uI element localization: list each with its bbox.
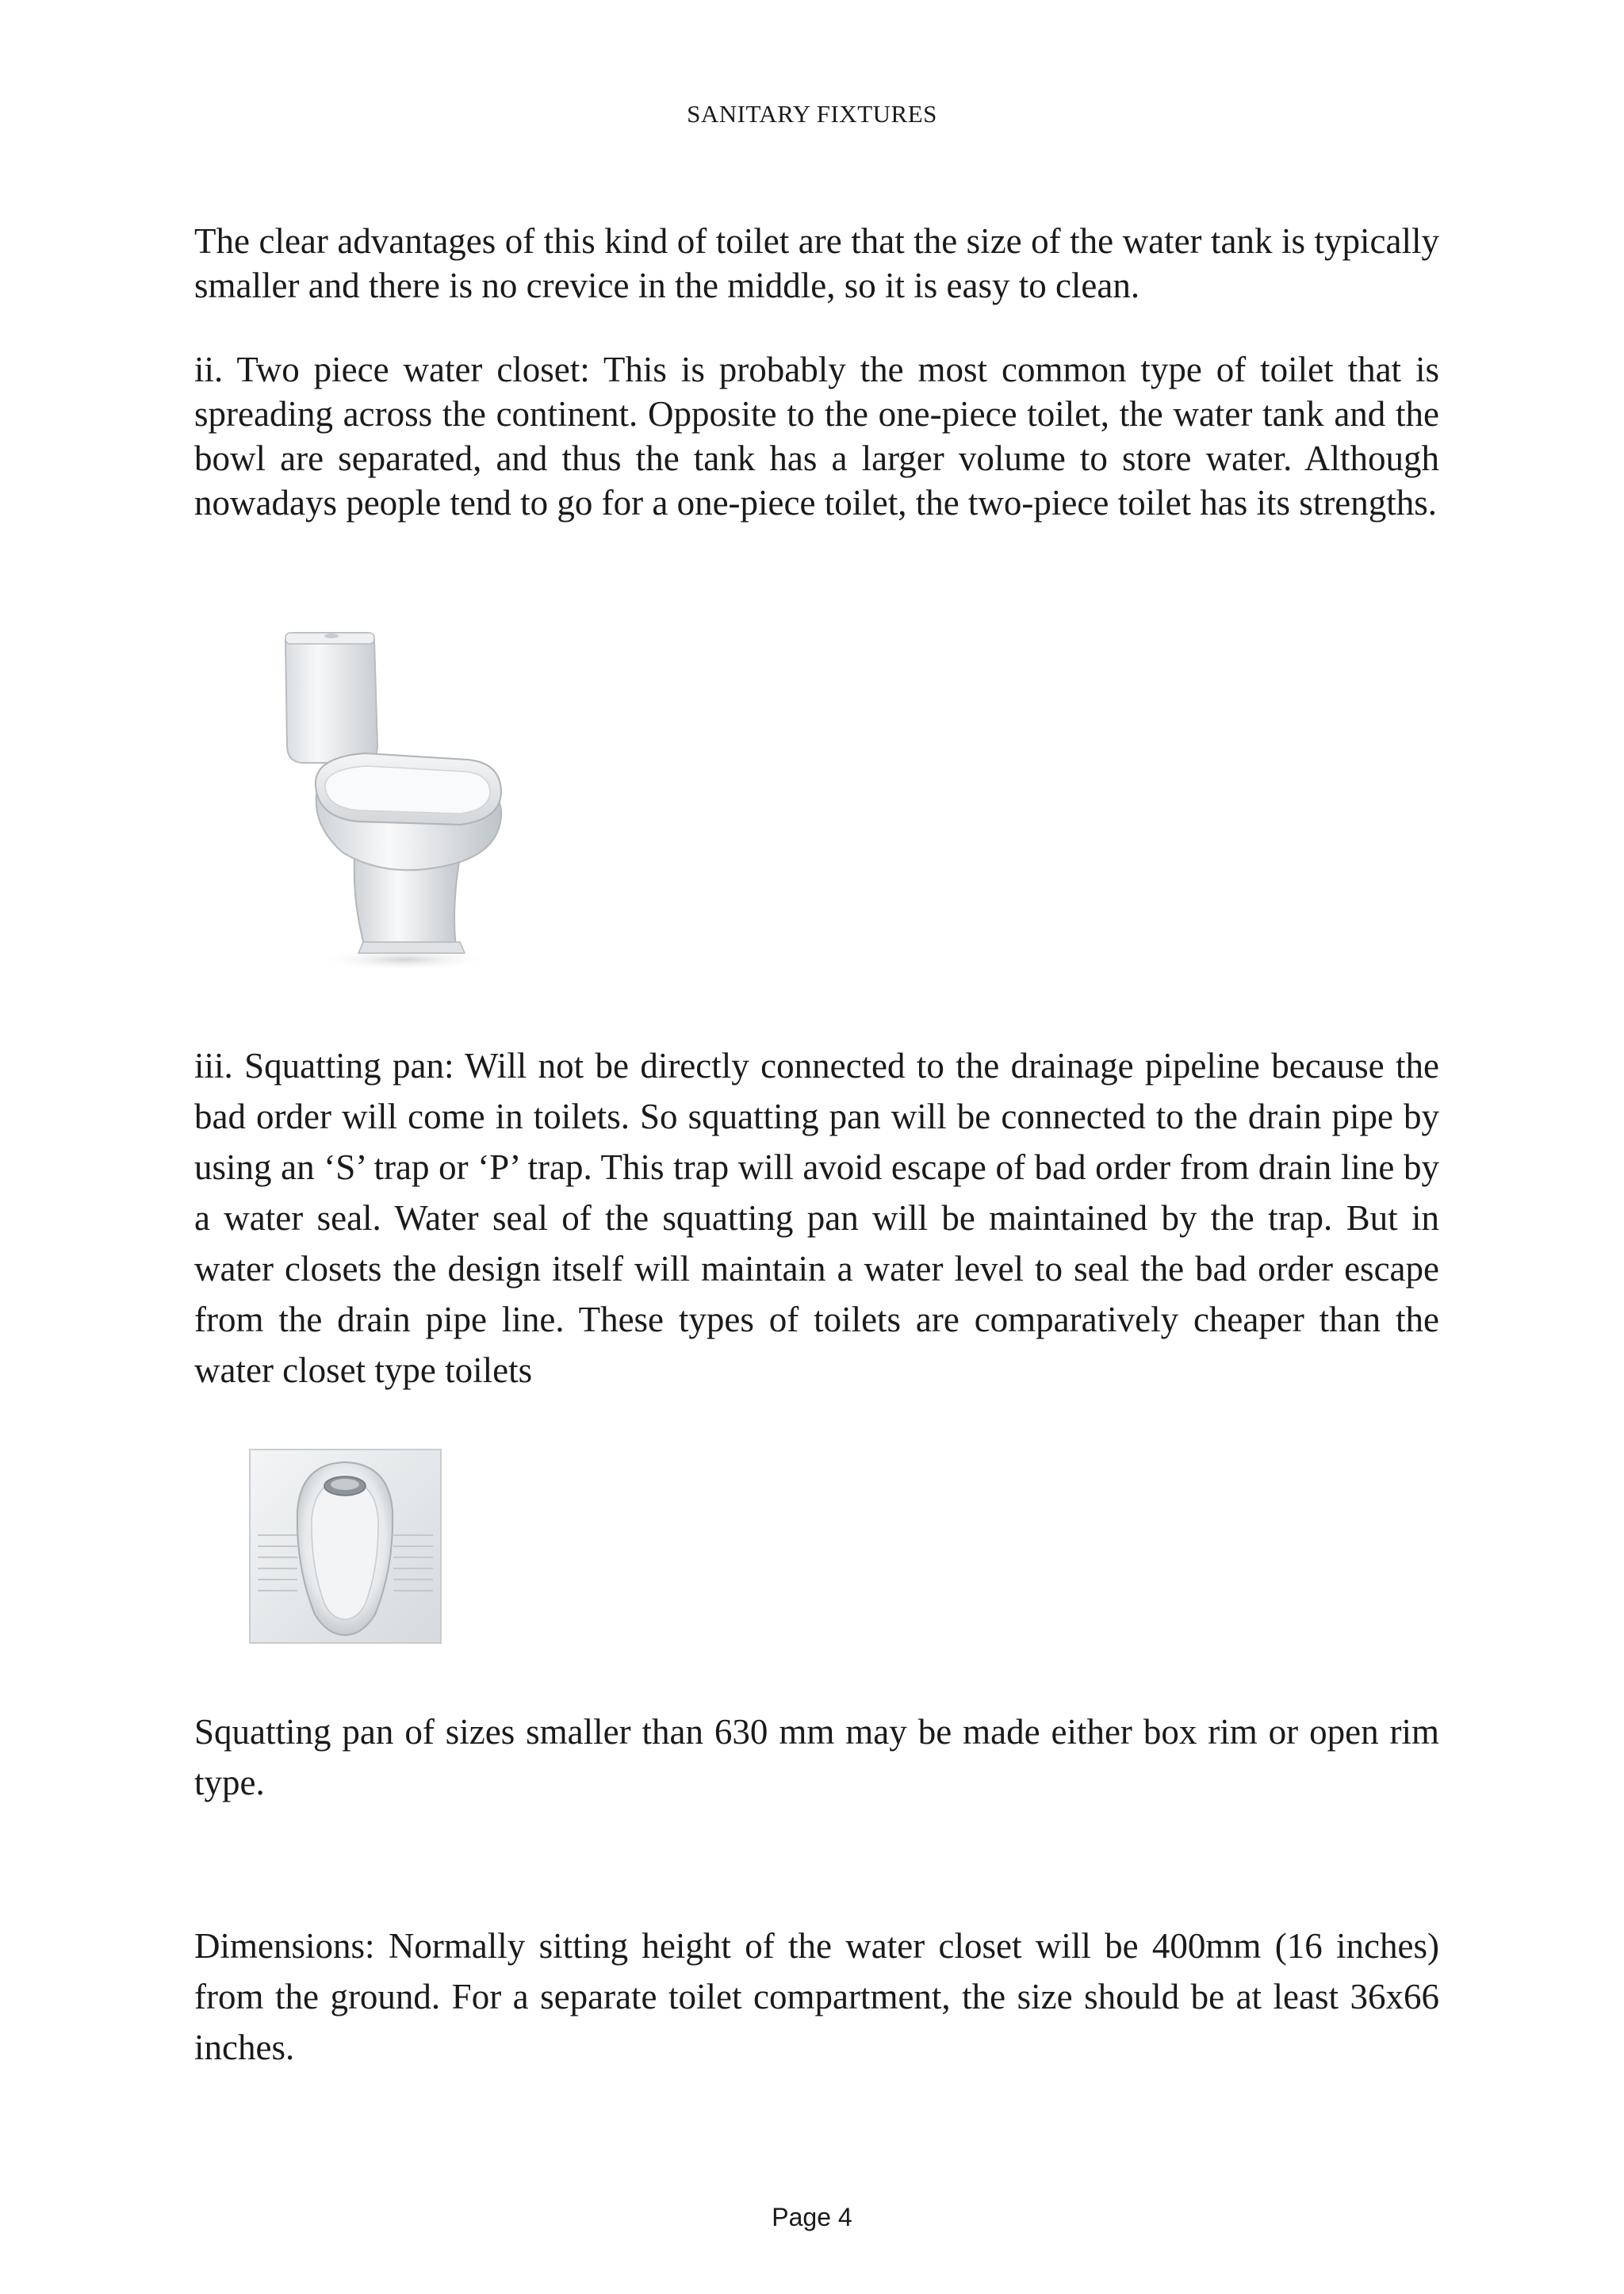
paragraph-advantages: The clear advantages of this kind of toilet are that the size of the water tank is typically smaller and there is no crevice in the middle, so it is easy to clean. [194,221,1439,305]
page-number: Page 4 [772,2203,852,2231]
paragraph-squatting-pan: iii. Squatting pan: Will not be directly connected to the drainage pipeline because the bad order will come in toilets. So squatting pan will be connected to the drain pipe by using an ‘S’ trap or ‘P’ trap. This trap will avoid escape of bad order from drain line by a water seal. Water seal of the squatting pan will be maintained by the trap. But in water closets the design itself will maintain a water level to seal the bad order escape from the drain pipe line. These types of toilets are comparatively cheaper than the water closet type toilets [194,1046,1439,1390]
paragraph-dimensions: Dimensions: Normally sitting height of the water closet will be 400mm (16 inches) from the ground. For a separate toilet compartment, the size should be at least 36x66 inches. [194,1926,1439,2067]
running-header: SANITARY FIXTURES [687,100,937,128]
two-piece-toilet-image [270,626,508,975]
squatting-pan-image [248,1448,442,1645]
paragraph-squatting-pan-sizes: Squatting pan of sizes smaller than 630 mm may be made either box rim or open rim type. [194,1712,1439,1802]
paragraph-two-piece-water-closet: ii. Two piece water closet: This is probably the most common type of toilet that is spreading across the continent. Opposite to the one-piece toilet, the water tank and the bowl are separated, and thus the tank has a larger volume to store water. Although nowadays people tend to go for a one-piece toilet, the two-piece toilet has its strengths. [194,350,1439,523]
